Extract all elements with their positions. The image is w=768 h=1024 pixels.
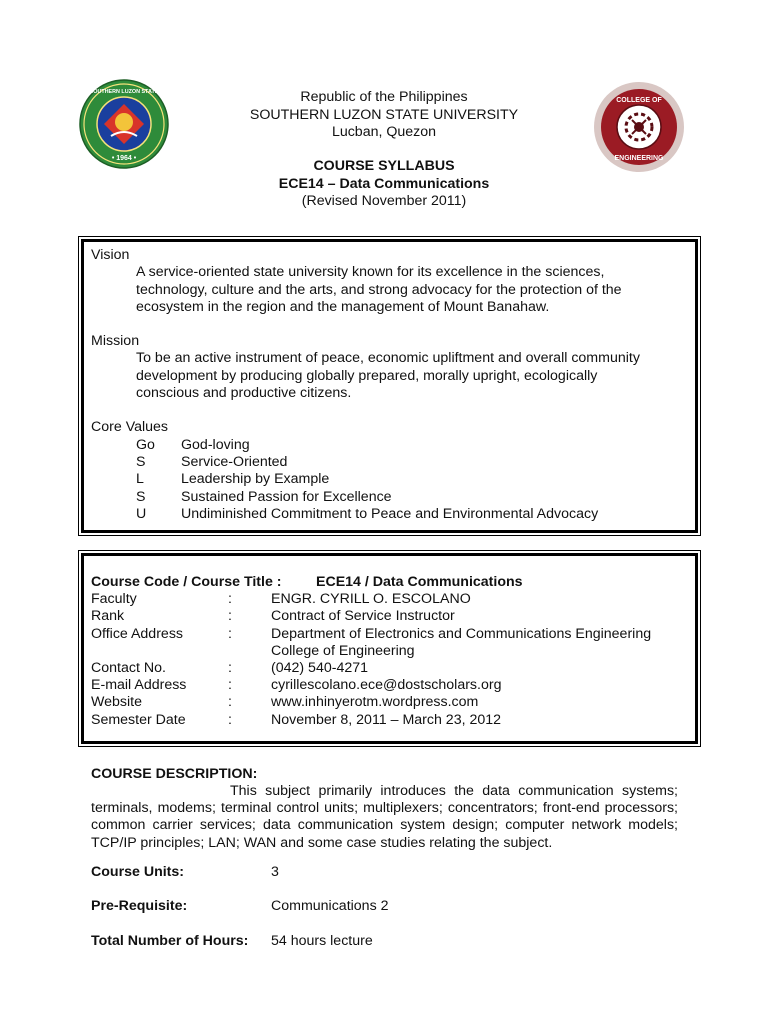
total-hours-label: Total Number of Hours: xyxy=(91,933,249,949)
faculty-value: ENGR. CYRILL O. ESCOLANO xyxy=(271,591,471,608)
prerequisite-row xyxy=(91,898,389,915)
core-value-item xyxy=(91,437,687,454)
course-info-box xyxy=(81,553,698,744)
colon: : xyxy=(228,660,232,677)
core-value-item xyxy=(91,454,687,471)
core-value-item xyxy=(91,471,687,488)
office-value-line: College of Engineering xyxy=(271,642,415,659)
svg-text:COLLEGE OF: COLLEGE OF xyxy=(616,97,662,104)
svg-text:ENGINEERING: ENGINEERING xyxy=(614,155,664,162)
republic-line: Republic of the Philippines xyxy=(300,89,468,105)
course-code-heading xyxy=(91,574,687,591)
email-row xyxy=(91,677,687,694)
semester-value: November 8, 2011 – March 23, 2012 xyxy=(271,711,502,728)
core-value-letter: S xyxy=(136,453,146,470)
total-hours-row xyxy=(91,933,373,950)
rank-value: Contract of Service Instructor xyxy=(271,608,455,625)
contact-value: (042) 540-4271 xyxy=(271,660,369,677)
semester-label: Semester Date xyxy=(91,711,186,728)
university-name: SOUTHERN LUZON STATE UNIVERSITY xyxy=(249,106,519,123)
course-units-row xyxy=(91,864,279,881)
colon: : xyxy=(228,694,232,711)
course-description-text: This subject primarily introduces the data communication systems; terminals, modems; terminal control units; multiplexers; concentrators; front-end processors; common carrier services; data communication system design; computer network models; TCP/IP principles; LAN; WAN and some case studies relating the subject. xyxy=(91,783,678,851)
vision-label: Vision xyxy=(91,247,130,263)
vision-text-line: A service-oriented state university known for its excellence in the sciences, xyxy=(136,264,605,281)
office-label: Office Address xyxy=(91,625,184,642)
document-title: COURSE SYLLABUS xyxy=(313,158,455,174)
mission-label: Mission xyxy=(91,333,140,350)
website-value: www.inhinyerotm.wordpress.com xyxy=(271,694,479,711)
core-value-text: God-loving xyxy=(181,436,250,453)
course-code-value: ECE14 / Data Communications xyxy=(316,574,523,590)
course-description-title: COURSE DESCRIPTION: xyxy=(91,766,258,782)
core-value-item xyxy=(91,506,687,523)
faculty-label: Faculty xyxy=(91,591,137,608)
office-value xyxy=(271,626,687,660)
course-code-label: Course Code / Course Title : xyxy=(91,574,282,590)
total-hours-value: 54 hours lecture xyxy=(271,933,373,949)
svg-text:• 1964 •: • 1964 • xyxy=(111,155,137,162)
vision-text-line: technology, culture and the arts, and strong advocacy for the protection of the xyxy=(136,281,622,298)
course-title: ECE14 – Data Communications xyxy=(278,175,490,192)
semester-row xyxy=(91,712,687,729)
revision-note: (Revised November 2011) xyxy=(301,193,467,209)
mission-text-line: conscious and productive citizens. xyxy=(136,385,352,402)
core-value-letter: U xyxy=(136,505,147,522)
mission-text-line: development by producing globally prepared, morally upright, ecologically xyxy=(136,367,598,384)
office-row xyxy=(91,626,687,660)
rank-row xyxy=(91,608,687,625)
prerequisite-label: Pre-Requisite: xyxy=(91,898,188,914)
office-value-line: Department of Electronics and Communications Engineering xyxy=(271,625,652,642)
core-value-text: Sustained Passion for Excellence xyxy=(181,488,392,505)
email-label: E-mail Address xyxy=(91,677,187,694)
core-value-letter: S xyxy=(136,488,146,505)
email-value: cyrillescolano.ece@dostscholars.org xyxy=(271,677,502,694)
core-value-letter: Go xyxy=(136,436,155,453)
university-header xyxy=(0,89,768,142)
course-description xyxy=(91,766,678,852)
core-value-text: Undiminished Commitment to Peace and Environmental Advocacy xyxy=(181,505,599,522)
vision-mission-box xyxy=(81,239,698,533)
website-row xyxy=(91,694,687,711)
course-units-value: 3 xyxy=(271,864,279,880)
core-value-text: Service-Oriented xyxy=(181,453,288,470)
syllabus-header xyxy=(0,158,768,211)
vision-text-line: ecosystem in the region and the management of Mount Banahaw. xyxy=(136,298,550,315)
contact-row xyxy=(91,660,687,677)
rank-label: Rank xyxy=(91,608,125,625)
colon: : xyxy=(228,591,232,608)
faculty-row xyxy=(91,591,687,608)
core-value-item xyxy=(91,489,687,506)
colon: : xyxy=(228,608,232,625)
core-value-text: Leadership by Example xyxy=(181,471,330,488)
colon: : xyxy=(228,625,232,642)
colon: : xyxy=(228,677,232,694)
core-values-label: Core Values xyxy=(91,419,169,436)
course-units-label: Course Units: xyxy=(91,864,185,880)
contact-label: Contact No. xyxy=(91,660,166,677)
university-location: Lucban, Quezon xyxy=(331,124,437,140)
prerequisite-value: Communications 2 xyxy=(271,898,389,914)
core-value-letter: L xyxy=(136,471,144,488)
website-label: Website xyxy=(91,694,142,711)
mission-text-line: To be an active instrument of peace, economic upliftment and overall community xyxy=(136,350,640,367)
colon: : xyxy=(228,711,232,728)
svg-text:SOUTHERN LUZON STATE: SOUTHERN LUZON STATE xyxy=(89,89,159,95)
